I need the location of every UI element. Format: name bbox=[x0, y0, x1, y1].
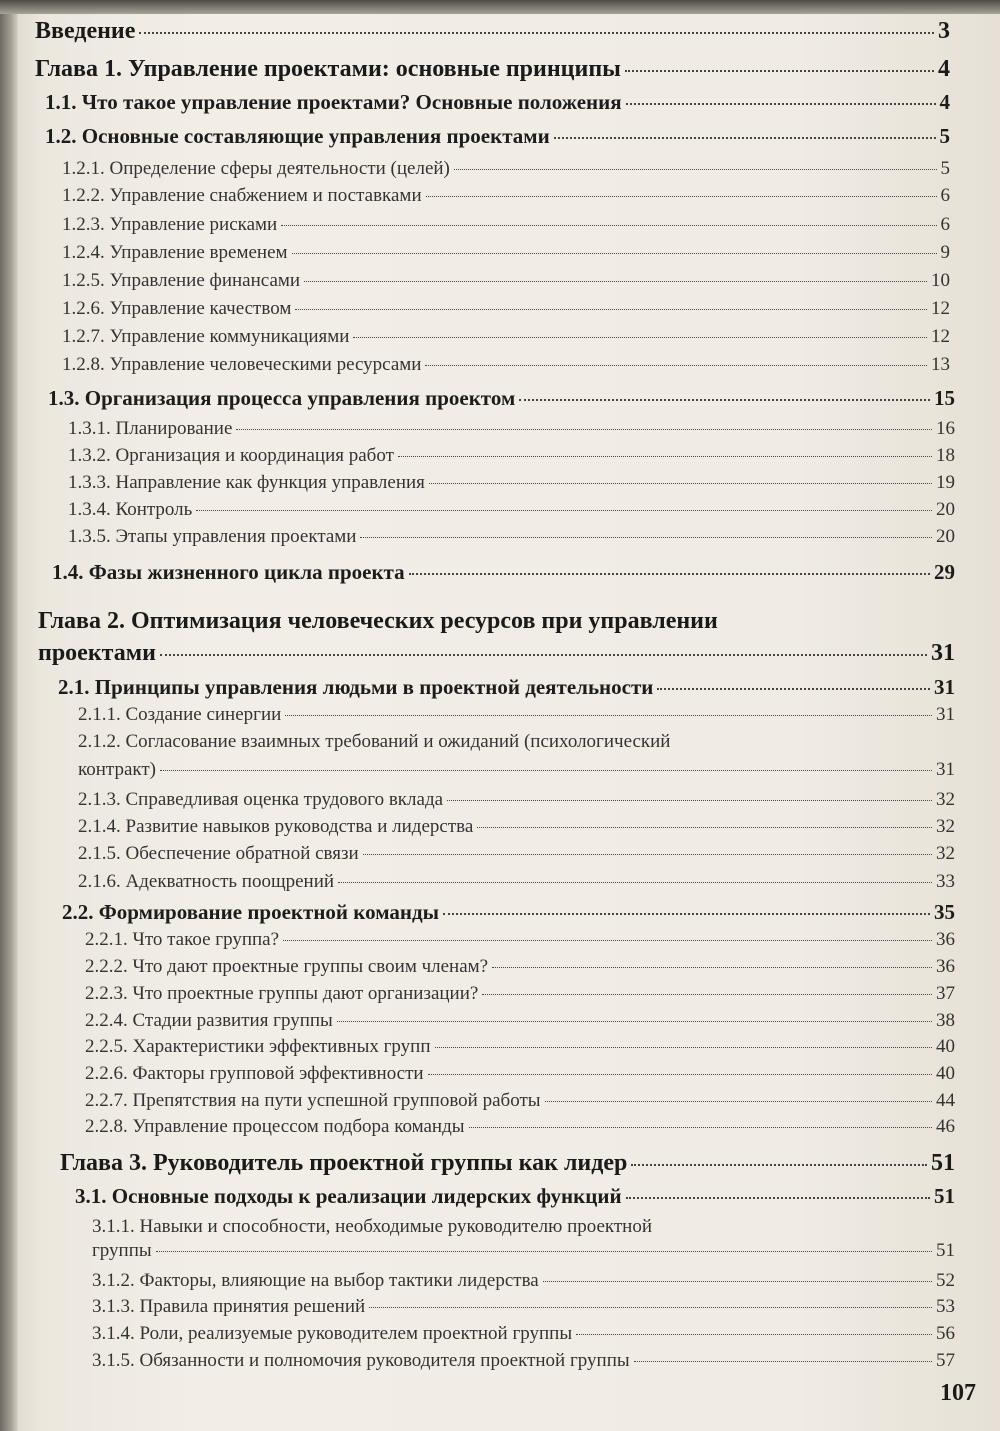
toc-page-number: 32 bbox=[936, 789, 955, 810]
toc-entry[interactable] bbox=[58, 675, 955, 700]
toc-entry[interactable] bbox=[62, 214, 950, 236]
toc-entry-title: 2.1.5. Обеспечение обратной связи bbox=[78, 843, 359, 864]
toc-page-number: 29 bbox=[934, 560, 955, 584]
toc-leader-dots bbox=[160, 654, 927, 656]
toc-leader-dots bbox=[443, 913, 930, 915]
toc-entry-title-line: 3.1.1. Навыки и способности, необходимые руководителю проектной bbox=[92, 1216, 653, 1237]
toc-leader-dots bbox=[477, 827, 932, 828]
toc-entry[interactable] bbox=[92, 1240, 955, 1262]
page-number: 107 bbox=[940, 1380, 976, 1406]
toc-page-number: 31 bbox=[931, 640, 955, 666]
toc-entry-title: Глава 1. Управление проектами: основные принципы bbox=[35, 56, 621, 82]
toc-page-number: 40 bbox=[936, 1036, 955, 1057]
toc-leader-dots bbox=[492, 967, 932, 968]
toc-entry-title: 1.3.4. Контроль bbox=[68, 499, 193, 520]
toc-entry[interactable] bbox=[62, 158, 950, 180]
toc-entry-title: Глава 3. Руководитель проектной группы как лидер bbox=[60, 1150, 628, 1176]
toc-entry[interactable] bbox=[85, 1036, 955, 1058]
toc-page-number: 19 bbox=[936, 472, 955, 493]
toc-entry[interactable] bbox=[45, 124, 950, 149]
toc-leader-dots bbox=[447, 800, 932, 801]
toc-page-number: 13 bbox=[931, 354, 950, 375]
toc-entry[interactable] bbox=[85, 929, 955, 951]
toc-entry-title: 2.1.3. Справедливая оценка трудового вклада bbox=[78, 789, 444, 810]
toc-leader-dots bbox=[554, 137, 936, 139]
toc-page-number: 52 bbox=[936, 1270, 955, 1291]
toc-leader-dots bbox=[469, 1127, 932, 1128]
toc-page-number: 12 bbox=[931, 298, 950, 319]
toc-page-number: 57 bbox=[936, 1350, 955, 1371]
toc-page-number: 18 bbox=[936, 445, 955, 466]
toc-page-number: 5 bbox=[939, 124, 950, 148]
toc-page-number: 46 bbox=[936, 1116, 955, 1137]
toc-entry-title: 1.2.6. Управление качеством bbox=[62, 298, 292, 319]
toc-entry[interactable] bbox=[48, 386, 955, 411]
toc-entry-title: 2.1.6. Адекватность поощрений bbox=[78, 871, 335, 892]
toc-entry[interactable] bbox=[68, 445, 955, 467]
toc-leader-dots bbox=[482, 994, 932, 995]
toc-page-number: 20 bbox=[936, 499, 955, 520]
toc-entry-title: Введение bbox=[35, 18, 136, 44]
toc-page-number: 31 bbox=[936, 704, 955, 725]
toc-entry[interactable] bbox=[78, 816, 955, 838]
toc-page-number: 12 bbox=[931, 326, 950, 347]
toc-page-number: 36 bbox=[936, 929, 955, 950]
toc-entry-title: 2.2.1. Что такое группа? bbox=[85, 929, 280, 950]
toc-leader-dots bbox=[292, 253, 937, 254]
toc-entry-title: 2.2. Формирование проектной команды bbox=[62, 900, 439, 924]
toc-entry-title: проектами bbox=[38, 640, 156, 666]
toc-entry-title: 1.4. Фазы жизненного цикла проекта bbox=[52, 560, 405, 584]
toc-entry[interactable] bbox=[38, 640, 955, 667]
toc-leader-dots bbox=[519, 399, 930, 401]
toc-entry[interactable] bbox=[85, 1010, 955, 1032]
toc-page-number: 51 bbox=[931, 1150, 955, 1176]
toc-entry-title: 1.2.4. Управление временем bbox=[62, 242, 288, 263]
toc-leader-dots bbox=[454, 169, 937, 170]
toc-entry-title: 1.2. Основные составляющие управления проектами bbox=[45, 124, 550, 148]
toc-entry[interactable] bbox=[92, 1296, 955, 1318]
toc-page-number: 31 bbox=[934, 675, 955, 699]
toc-leader-dots bbox=[160, 770, 932, 771]
toc-page-number: 3 bbox=[938, 18, 950, 44]
toc-entry[interactable] bbox=[68, 526, 955, 548]
toc-page-number: 32 bbox=[936, 816, 955, 837]
toc-entry[interactable] bbox=[62, 298, 950, 320]
toc-entry[interactable] bbox=[78, 759, 955, 781]
toc-entry[interactable] bbox=[60, 1150, 955, 1177]
toc-leader-dots bbox=[435, 1047, 933, 1048]
toc-entry-title: 3.1.5. Обязанности и полномочия руководителя проектной группы bbox=[92, 1350, 630, 1371]
toc-entry[interactable] bbox=[92, 1323, 955, 1345]
toc-entry[interactable] bbox=[62, 270, 950, 292]
toc-leader-dots bbox=[409, 573, 930, 575]
toc-entry-title: 3.1.3. Правила принятия решений bbox=[92, 1296, 366, 1317]
toc-page-number: 44 bbox=[936, 1090, 955, 1111]
toc-page-number: 51 bbox=[934, 1184, 955, 1208]
toc-entry[interactable] bbox=[85, 1063, 955, 1085]
toc-entry-title: 1.2.1. Определение сферы деятельности (целей) bbox=[62, 158, 450, 179]
toc-page-number: 35 bbox=[934, 900, 955, 924]
toc-page-number: 10 bbox=[931, 270, 950, 291]
toc-entry[interactable] bbox=[85, 956, 955, 978]
toc-entry-title: 1.3.5. Этапы управления проектами bbox=[68, 526, 357, 547]
toc-entry[interactable] bbox=[68, 499, 955, 521]
toc-entry[interactable] bbox=[35, 56, 950, 83]
toc-entry-title: 2.2.4. Стадии развития группы bbox=[85, 1010, 333, 1031]
toc-entry-title: 2.1.4. Развитие навыков руководства и лидерства bbox=[78, 816, 474, 837]
toc-entry-title: 2.2.6. Факторы групповой эффективности bbox=[85, 1063, 424, 1084]
toc-leader-dots bbox=[657, 688, 930, 690]
toc-page-number: 4 bbox=[939, 90, 950, 114]
toc-entry[interactable] bbox=[45, 90, 950, 115]
toc-entry-title: 2.2.5. Характеристики эффективных групп bbox=[85, 1036, 431, 1057]
toc-page-number: 5 bbox=[940, 158, 950, 179]
toc-entry-title: 1.3.1. Планирование bbox=[68, 418, 233, 439]
toc-leader-dots bbox=[425, 365, 927, 366]
toc-page-number: 6 bbox=[940, 214, 950, 235]
toc-leader-dots bbox=[360, 537, 932, 538]
toc-page-number: 9 bbox=[940, 242, 950, 263]
toc-leader-dots bbox=[236, 429, 932, 430]
toc-leader-dots bbox=[428, 1074, 932, 1075]
toc-page-number: 40 bbox=[936, 1063, 955, 1084]
toc-page-number: 53 bbox=[936, 1296, 955, 1317]
toc-page-number: 31 bbox=[936, 759, 955, 780]
toc-leader-dots bbox=[576, 1334, 932, 1335]
toc-entry-title: 1.2.5. Управление финансами bbox=[62, 270, 301, 291]
toc-leader-dots bbox=[634, 1361, 932, 1362]
toc-entry[interactable] bbox=[62, 326, 950, 348]
toc-leader-dots bbox=[625, 70, 934, 72]
toc-entry[interactable] bbox=[62, 242, 950, 264]
toc-entry-title: 2.1. Принципы управления людьми в проектной деятельности bbox=[58, 675, 654, 699]
toc-entry-title: 2.2.3. Что проектные группы дают организации? bbox=[85, 983, 479, 1004]
toc-entry[interactable] bbox=[52, 560, 955, 585]
toc-entry-title: 1.2.7. Управление коммуникациями bbox=[62, 326, 350, 347]
toc-leader-dots bbox=[285, 715, 932, 716]
toc-entry-title: 1.2.2. Управление снабжением и поставками bbox=[62, 185, 422, 206]
toc-entry[interactable] bbox=[78, 843, 955, 865]
toc-entry[interactable] bbox=[85, 1116, 955, 1138]
toc-leader-dots bbox=[426, 196, 937, 197]
toc-leader-dots bbox=[304, 281, 927, 282]
toc-leader-dots bbox=[295, 309, 927, 310]
toc-page-number: 33 bbox=[936, 871, 955, 892]
toc-page-number: 38 bbox=[936, 1010, 955, 1031]
toc-entry-title: 2.2.2. Что дают проектные группы своим членам? bbox=[85, 956, 489, 977]
toc-entry[interactable] bbox=[68, 472, 955, 494]
toc-leader-dots bbox=[139, 32, 934, 34]
toc-leader-dots bbox=[369, 1307, 932, 1308]
toc-page-number: 32 bbox=[936, 843, 955, 864]
toc-entry-title: 1.3.2. Организация и координация работ bbox=[68, 445, 394, 466]
toc-leader-dots bbox=[626, 1197, 930, 1199]
toc-entry[interactable] bbox=[62, 354, 950, 376]
toc-entry[interactable] bbox=[68, 418, 955, 440]
toc-entry-title: контракт) bbox=[78, 759, 157, 780]
toc-entry-title: 1.1. Что такое управление проектами? Основные положения bbox=[45, 90, 622, 114]
toc-entry[interactable] bbox=[78, 704, 955, 726]
toc-entry[interactable] bbox=[35, 18, 950, 45]
toc-entry-title: 1.3.3. Направление как функция управления bbox=[68, 472, 425, 493]
toc-page-number: 16 bbox=[936, 418, 955, 439]
toc-entry[interactable] bbox=[92, 1270, 955, 1292]
toc-leader-dots bbox=[283, 940, 932, 941]
toc-leader-dots bbox=[631, 1164, 927, 1166]
toc-entry-title-line: Глава 2. Оптимизация человеческих ресурсов при управлении bbox=[38, 608, 718, 634]
toc-entry-title: 1.3. Организация процесса управления проектом bbox=[48, 386, 516, 410]
toc-entry[interactable] bbox=[62, 900, 955, 925]
toc-entry[interactable] bbox=[75, 1184, 955, 1209]
toc-entry[interactable] bbox=[85, 1090, 955, 1112]
toc-leader-dots bbox=[545, 1101, 932, 1102]
toc-leader-dots bbox=[363, 854, 932, 855]
toc-entry[interactable] bbox=[85, 983, 955, 1005]
toc-entry[interactable] bbox=[78, 871, 955, 893]
toc-leader-dots bbox=[429, 483, 932, 484]
toc-page-number: 37 bbox=[936, 983, 955, 1004]
toc-entry-title: 2.2.8. Управление процессом подбора команды bbox=[85, 1116, 465, 1137]
toc-entry-title: 2.1.1. Создание синергии bbox=[78, 704, 282, 725]
toc-entry[interactable] bbox=[92, 1350, 955, 1372]
toc-page-number: 36 bbox=[936, 956, 955, 977]
toc-leader-dots bbox=[196, 510, 932, 511]
toc-leader-dots bbox=[338, 882, 932, 883]
toc-leader-dots bbox=[543, 1281, 932, 1282]
toc-entry-title: 1.2.8. Управление человеческими ресурсами bbox=[62, 354, 422, 375]
toc-entry-title: 1.2.3. Управление рисками bbox=[62, 214, 278, 235]
toc-entry[interactable] bbox=[62, 185, 950, 207]
toc-entry-title: группы bbox=[92, 1240, 152, 1261]
toc-leader-dots bbox=[281, 225, 936, 226]
toc-leader-dots bbox=[398, 456, 932, 457]
toc-leader-dots bbox=[337, 1021, 932, 1022]
toc-entry-title: 2.2.7. Препятствия на пути успешной групповой работы bbox=[85, 1090, 541, 1111]
toc-leader-dots bbox=[156, 1251, 932, 1252]
toc-page-number: 51 bbox=[936, 1240, 955, 1261]
toc-page-number: 4 bbox=[938, 56, 950, 82]
toc-entry-title: 3.1. Основные подходы к реализации лидерских функций bbox=[75, 1184, 622, 1208]
toc-leader-dots bbox=[626, 103, 936, 105]
toc-leader-dots bbox=[353, 337, 927, 338]
toc-page-number: 20 bbox=[936, 526, 955, 547]
toc-page-number: 6 bbox=[940, 185, 950, 206]
toc-entry[interactable] bbox=[78, 789, 955, 811]
toc-entry-title: 3.1.4. Роли, реализуемые руководителем проектной группы bbox=[92, 1323, 573, 1344]
toc-page-number: 56 bbox=[936, 1323, 955, 1344]
toc-entry-title-line: 2.1.2. Согласование взаимных требований и ожиданий (психологический bbox=[78, 731, 671, 752]
toc-page-number: 15 bbox=[934, 386, 955, 410]
toc-entry-title: 3.1.2. Факторы, влияющие на выбор тактики лидерства bbox=[92, 1270, 539, 1291]
